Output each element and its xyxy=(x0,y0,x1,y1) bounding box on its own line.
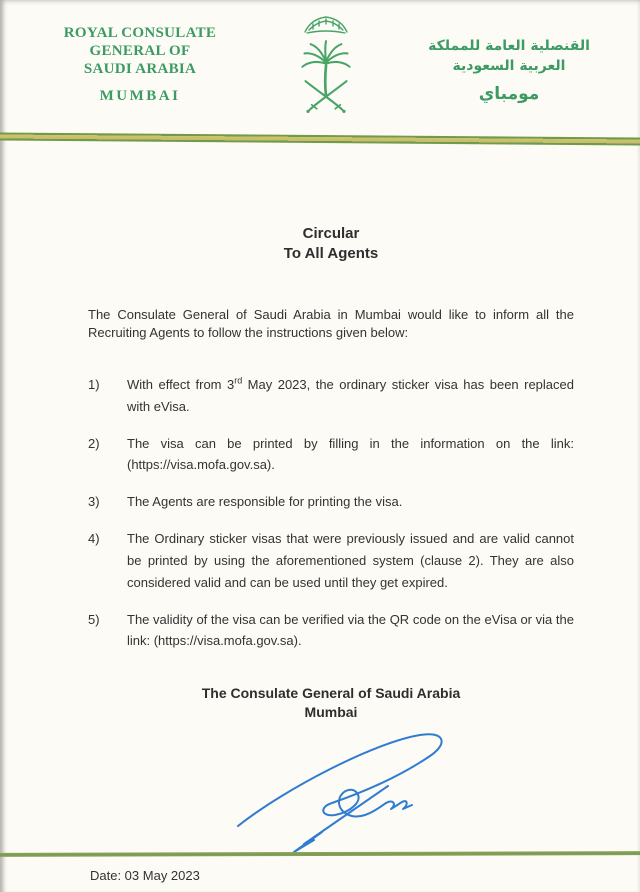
item-text xyxy=(127,374,574,418)
letter-body xyxy=(0,224,640,883)
instruction-list xyxy=(88,374,574,652)
signatory-block xyxy=(88,684,574,722)
signatory-line2: Mumbai xyxy=(304,704,358,721)
item-text-post: May 2023, the ordinary sticker visa has been replaced with eVisa. xyxy=(127,377,574,414)
item-number: 2) xyxy=(88,435,100,451)
signatory-line1: The Consulate General of Saudi Arabia xyxy=(201,685,461,702)
title-line1: Circular xyxy=(302,225,360,242)
item-text: The Agents are responsible for printing the visa. xyxy=(127,494,403,510)
intro-paragraph: The Consulate General of Saudi Arabia in Mumbai would like to inform all the Recruiting Agents to follow the instructions given below: xyxy=(88,307,574,340)
list-item xyxy=(88,491,574,513)
item-number: 5) xyxy=(88,611,100,627)
item-number: 1) xyxy=(88,377,100,392)
org-name-line1: ROYAL CONSULATE GENERAL OF xyxy=(63,25,217,59)
arabic-title: القنصلية العامة للمملكة العربية السعودية xyxy=(428,38,590,74)
item-text: The Ordinary sticker visas that were previously issued and are valid cannot be printed by using the aforementioned system (clause 2). They are also considered valid and can be used until they get expired. xyxy=(127,531,574,590)
handwritten-signature-icon xyxy=(216,726,456,858)
ordinal-superscript: rd xyxy=(234,375,243,386)
date-label: Date: 03 May 2023 xyxy=(90,868,200,884)
item-text-pre: With effect from 3 xyxy=(127,377,235,392)
arabic-calligraphy-ornament-icon xyxy=(299,10,353,36)
signature xyxy=(216,726,456,858)
palm-and-crossed-swords-icon xyxy=(295,36,357,116)
consulate-name-english xyxy=(42,24,238,105)
saudi-emblem xyxy=(293,10,359,116)
arabic-city: مومباي xyxy=(478,84,540,104)
item-text: The validity of the visa can be verified via the QR code on the eVisa or via the link: (https://visa.mofa.gov.sa). xyxy=(127,611,574,649)
green-gold-divider-rule xyxy=(0,132,640,145)
org-city: MUMBAI xyxy=(99,88,181,104)
list-item xyxy=(88,433,574,477)
document-title xyxy=(88,224,574,264)
letterhead xyxy=(0,0,640,128)
item-number: 3) xyxy=(88,494,100,510)
item-number: 4) xyxy=(88,531,100,547)
title-line2: To All Agents xyxy=(283,245,379,262)
list-item xyxy=(88,528,574,593)
item-text: The visa can be printed by filling in the information on the link: (https://visa.mofa.gov.sa). xyxy=(127,435,574,473)
org-name-line2: SAUDI ARABIA xyxy=(83,61,197,77)
consulate-name-arabic xyxy=(404,36,614,104)
list-item xyxy=(88,374,574,418)
list-item xyxy=(88,609,574,653)
